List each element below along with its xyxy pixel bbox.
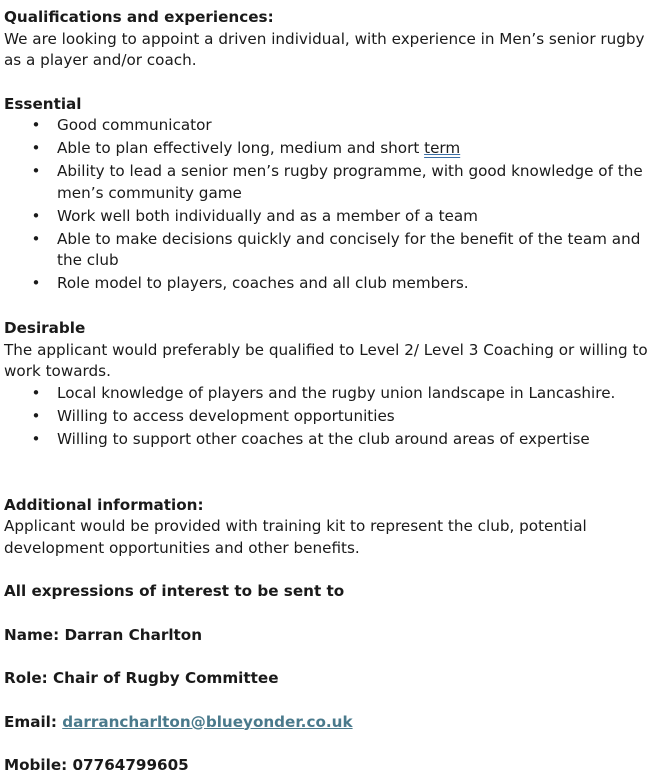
contact-mobile: Mobile: 07764799605 <box>4 756 189 774</box>
bullet-icon: • <box>31 229 41 248</box>
bullet-icon: • <box>31 383 41 402</box>
contact-heading: All expressions of interest to be sent to <box>4 582 345 600</box>
bullet-icon: • <box>31 206 41 225</box>
additional-heading: Additional information: <box>4 495 204 514</box>
list-item: • Good communicator <box>4 115 664 137</box>
qualifications-intro: We are looking to appoint a driven individual, with experience in Men’s senior rugby as a player and/or coach. <box>4 29 645 69</box>
list-item: • Willing to access development opportunities <box>4 406 664 428</box>
list-item: • Local knowledge of players and the rugby union landscape in Lancashire. <box>4 383 664 405</box>
list-item: • Work well both individually and as a member of a team <box>4 206 664 228</box>
bullet-icon: • <box>31 139 41 157</box>
desirable-heading: Desirable <box>4 319 86 337</box>
contact-role: Role: Chair of Rugby Committee <box>4 669 279 687</box>
contact-name: Name: Darran Charlton <box>4 625 203 644</box>
essential-list <box>4 115 664 295</box>
bullet-icon: • <box>31 162 41 180</box>
essential-heading: Essential <box>4 94 82 113</box>
list-item: • Role model to players, coaches and all club members. <box>4 273 664 295</box>
desirable-list <box>4 383 664 451</box>
spellcheck-term: term <box>424 139 461 157</box>
bullet-icon: • <box>31 429 41 448</box>
desirable-intro: The applicant would preferably be qualified to Level 2/ Level 3 Coaching or willing to work towards. <box>4 340 648 380</box>
list-item: • Able to plan effectively long, medium and short term <box>4 138 664 160</box>
qualifications-heading: Qualifications and experiences: <box>4 8 274 26</box>
list-item: • Willing to support other coaches at the club around areas of expertise <box>4 429 664 451</box>
bullet-icon: • <box>31 274 41 292</box>
bullet-icon: • <box>31 406 41 425</box>
list-item: • Ability to lead a senior men’s rugby programme, with good knowledge of the men’s community game <box>31 162 643 202</box>
contact-email-row <box>4 712 664 734</box>
email-link[interactable]: darrancharlton@blueyonder.co.uk <box>62 712 353 731</box>
list-item: • Able to make decisions quickly and concisely for the benefit of the team and the club <box>31 229 641 269</box>
additional-text: Applicant would be provided with training kit to represent the club, potential development opportunities and other benefits. <box>4 517 587 557</box>
bullet-icon: • <box>31 116 41 134</box>
email-label: Email: <box>4 712 63 731</box>
